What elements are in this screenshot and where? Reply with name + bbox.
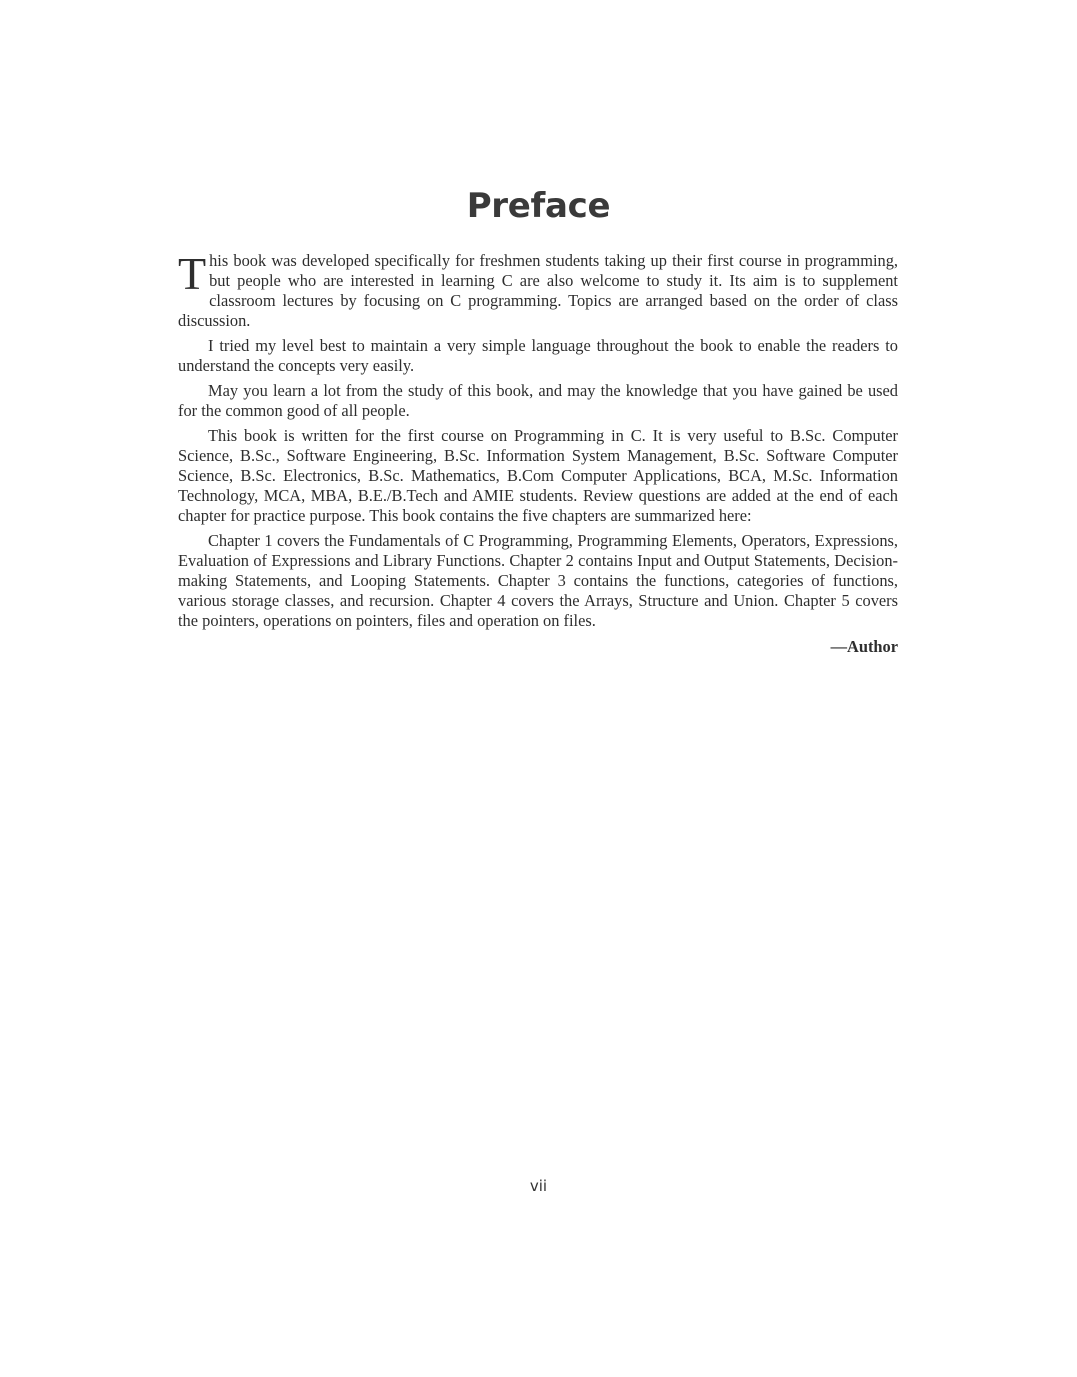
page-title: Preface [466,186,611,226]
paragraph-4: This book is written for the first course on Programming in C. It is very useful to B.Sc. Computer Science, B.Sc., Software Engineering, B.Sc. Information System Management, B.Sc. Software Computer Science, B.Sc. Electronics, B.Sc. Mathematics, B.Com Computer Applications, BCA, M.Sc. Information Technology, MCA, MBA, B.E./B.Tech and AMIE students. Review questions are added at the end of each chapter for practice purpose. This book contains the five chapters are summarized here: [178,426,898,525]
paragraph-1-text: his book was developed specifically for freshmen students taking up their first course in programming, but people who are interested in learning C are also welcome to study it. Its aim is to supplement classroom lectures by focusing on C programming. Topics are arranged based on the order of class discussion. [178,251,898,330]
paragraph-3: May you learn a lot from the study of this book, and may the knowledge that you have gained be used for the common good of all people. [178,381,898,420]
paragraph-1 [178,248,898,331]
author-signature: —Author [830,637,898,656]
paragraph-5: Chapter 1 covers the Fundamentals of C Programming, Programming Elements, Operators, Expressions, Evaluation of Expressions and Library Functions. Chapter 2 contains Input and Output Statements, Decision-making Statements, and Looping Statements. Chapter 3 contains the functions, categories of functions, various storage classes, and recursion. Chapter 4 covers the Arrays, Structure and Union. Chapter 5 covers the pointers, operations on pointers, files and operation on files. [178,531,898,630]
paragraph-2: I tried my level best to maintain a very simple language throughout the book to enable the readers to understand the concepts very easily. [178,336,898,375]
preface-body [178,248,898,657]
page-number: vii [529,1177,548,1195]
drop-cap: T [178,248,207,299]
